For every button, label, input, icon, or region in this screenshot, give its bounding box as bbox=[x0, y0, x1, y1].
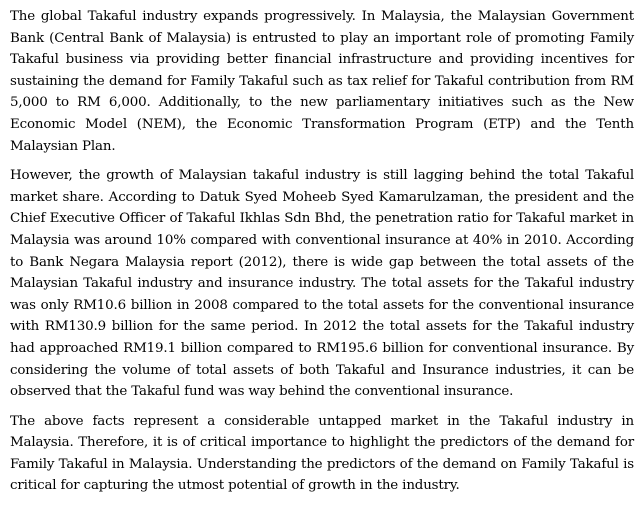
paragraph-conclusion: The above facts represent a considerable untapped market in the Takaful industry in Malaysia. Therefore, it is of critical importance to highlight the predictors of the demand for Family Takaful in Malaysia. Understanding the predictors of the demand on Family Takaful is critical for capturing the utmost potential of growth in the industry. bbox=[10, 413, 634, 494]
paragraph-intro: The global Takaful industry expands progressively. In Malaysia, the Malaysian Government Bank (Central Bank of Malaysia) is entrusted to play an important role of promoting Family Takaful business via providing better financial infrastructure and providing incentives for sustaining the demand for Family Takaful such as tax relief for Takaful contribution from RM 5,000 to RM 6,000. Additionally, to the new parliamentary initiatives such as the New Economic Model (NEM), the Economic Transformation Program (ETP) and the Tenth Malaysian Plan. bbox=[10, 9, 634, 154]
paragraph-market-share: However, the growth of Malaysian takaful industry is still lagging behind the total Takaful market share. According to Datuk Syed Moheeb Syed Kamarulzaman, the president and the Chief Executive Officer of Takaful Ikhlas Sdn Bhd, the penetration ratio for Takaful market in Malaysia was around 10% compared with conventional insurance at 40% in 2010. According to Bank Negara Malaysia report (2012), there is wide gap between the total assets of the Malaysian Takaful industry and insurance industry. The total assets for the Takaful industry was only RM10.6 billion in 2008 compared to the total assets for the conventional insurance with RM130.9 billion for the same period. In 2012 the total assets for the Takaful industry had approached RM19.1 billion compared to RM195.6 billion for conventional insurance. By considering the volume of total assets of both Takaful and Insurance industries, it can be observed that the Takaful fund was way behind the conventional insurance. bbox=[10, 168, 634, 400]
